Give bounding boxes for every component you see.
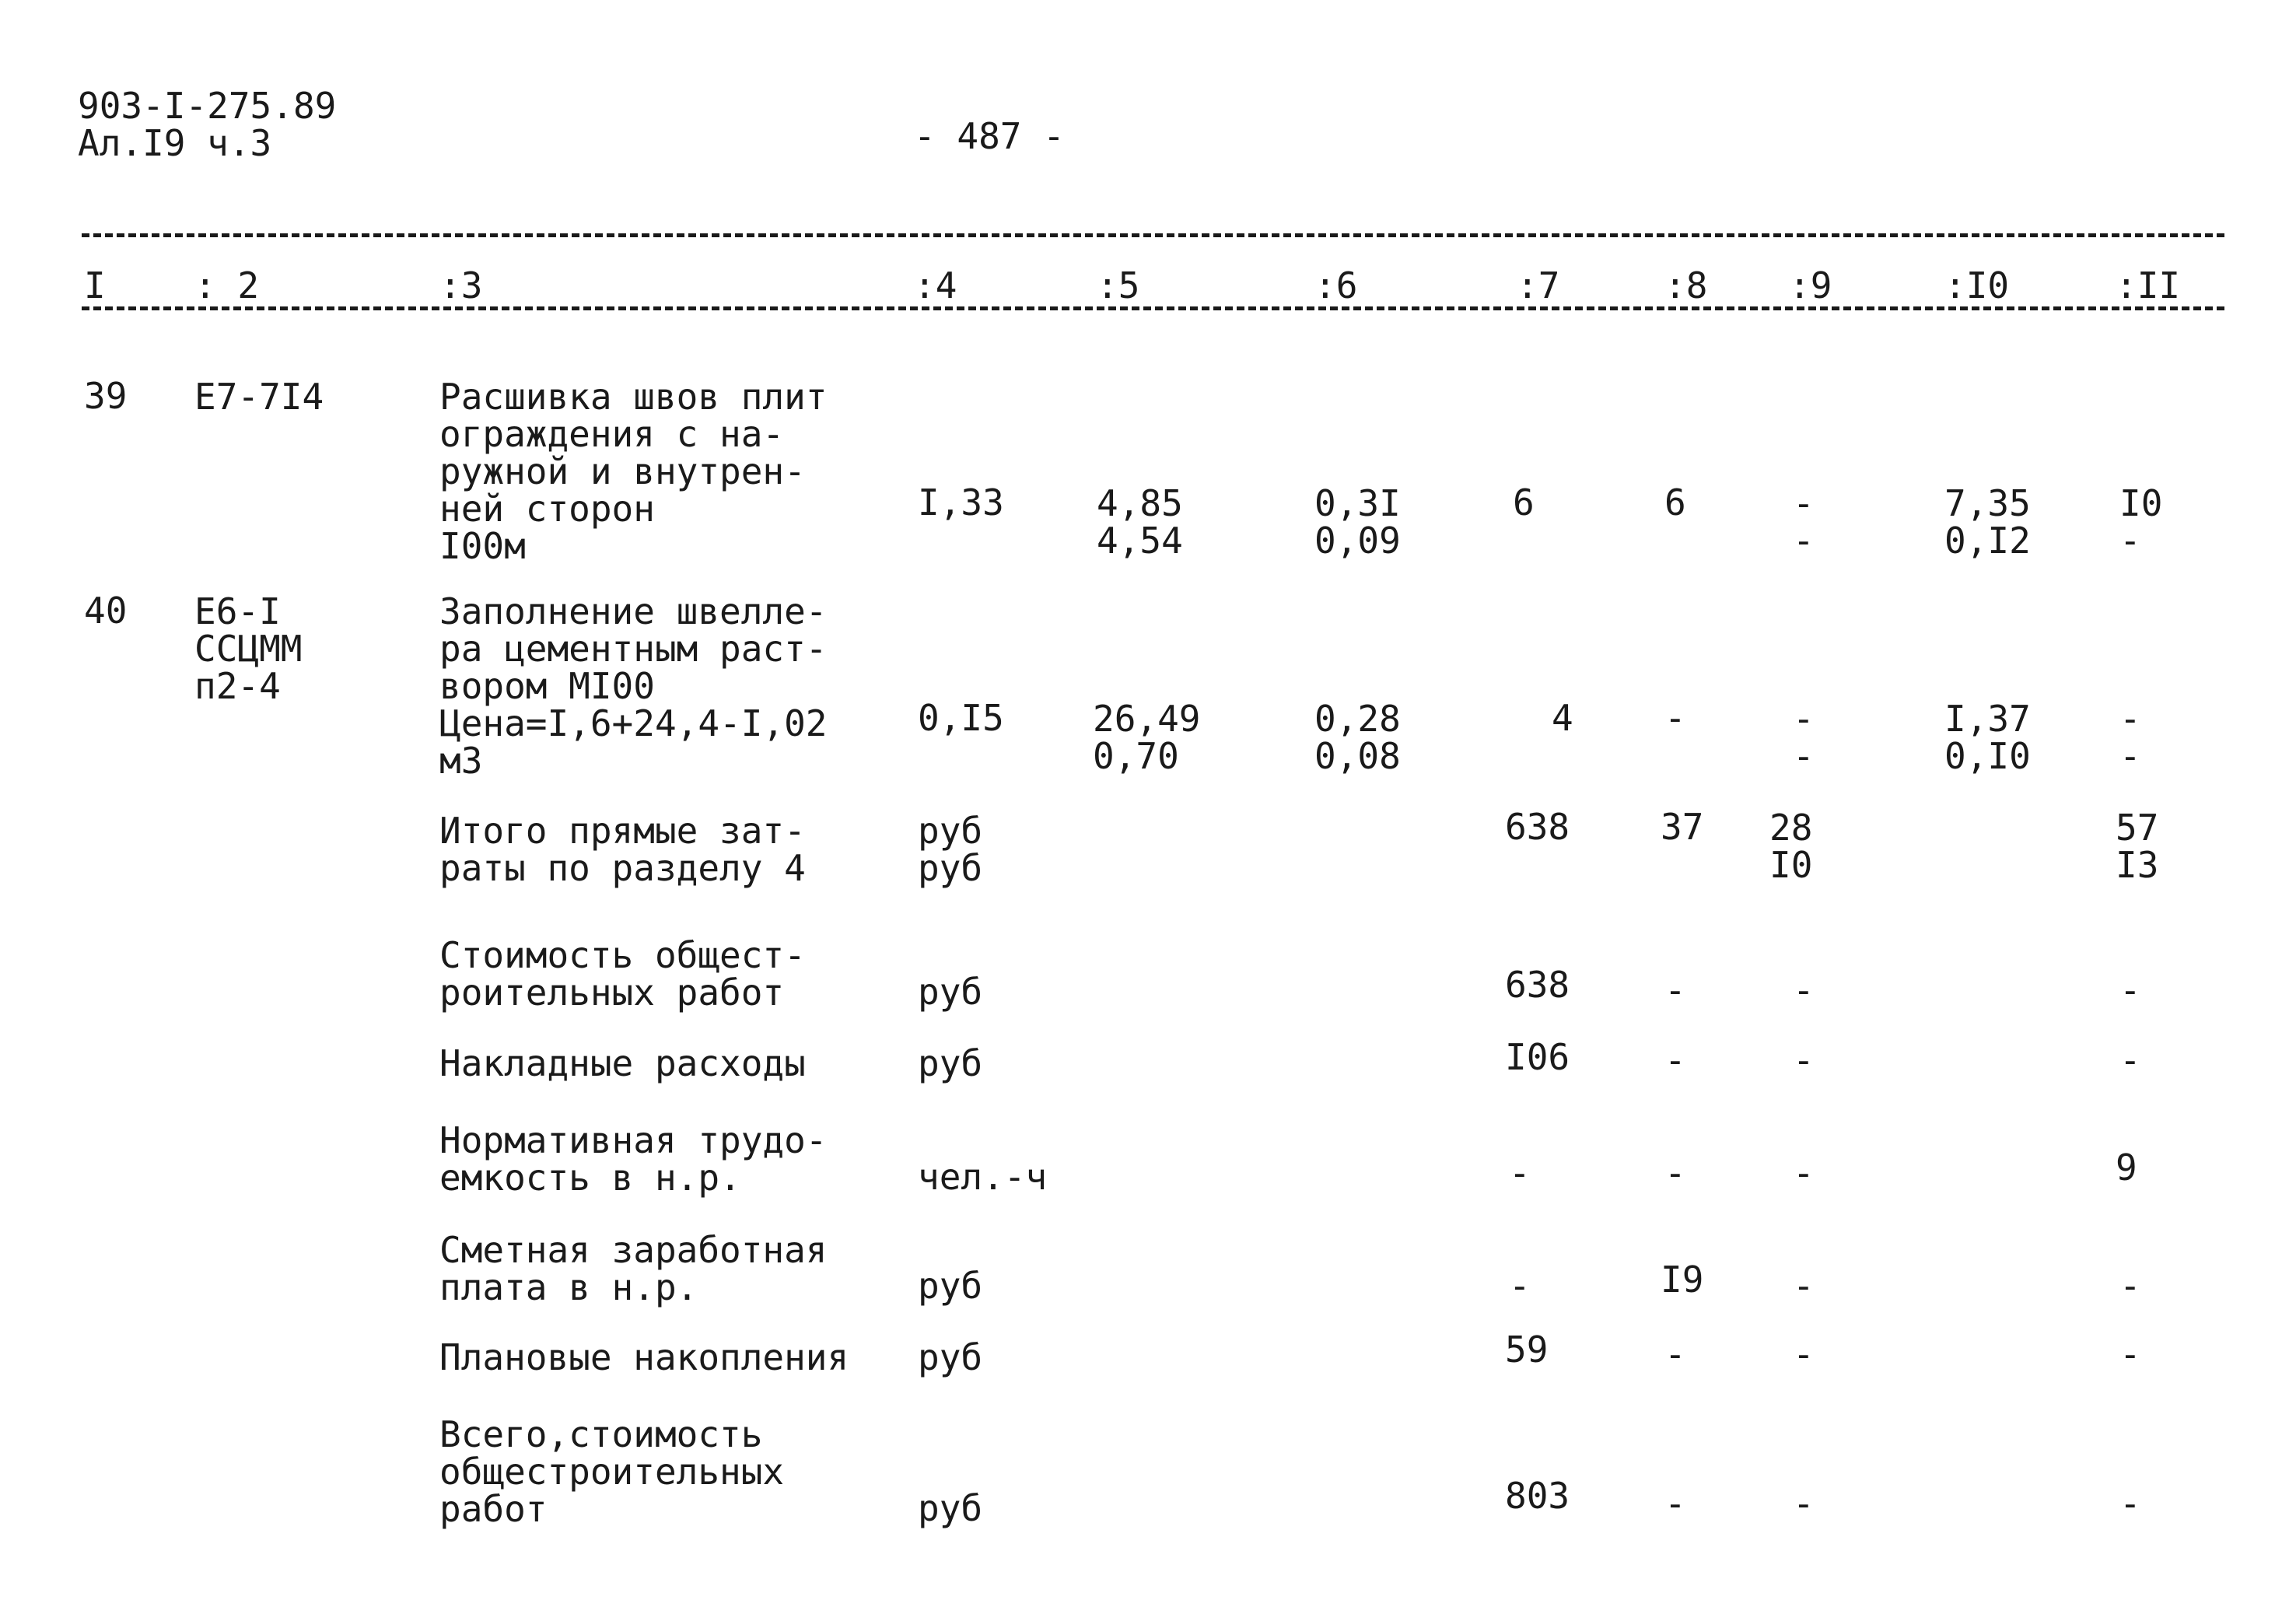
row-40-code: E6-I ССЦММ п2-4 xyxy=(194,590,303,707)
row-40-col9: - - xyxy=(1793,698,1815,777)
planned-savings-col11: - xyxy=(2119,1333,2141,1375)
row-39-col4: I,33 xyxy=(918,481,1004,523)
row-39-col6: 0,3I 0,09 xyxy=(1314,482,1401,562)
row-39-number: 39 xyxy=(84,375,128,417)
planned-savings-unit: руб xyxy=(918,1336,983,1378)
document-code: 903-I-275.89 xyxy=(78,85,337,127)
table-top-rule xyxy=(82,233,2224,237)
col-header-10: :I0 xyxy=(1944,264,2010,306)
grand-total-col9: - xyxy=(1793,1483,1815,1525)
col-header-5: :5 xyxy=(1097,264,1140,306)
construction-cost-label: Стоимость общест- роительных работ xyxy=(439,934,806,1014)
overhead-col9: - xyxy=(1793,1039,1815,1081)
overhead-col7: I06 xyxy=(1505,1036,1570,1078)
table-header-rule xyxy=(82,306,2224,310)
total-direct-costs-label: Итого прямые зат- раты по разделу 4 xyxy=(439,810,806,889)
planned-savings-col9: - xyxy=(1793,1333,1815,1375)
row-39-description: Расшивка швов плит ограждения с на- ружной и внутрен- ней сторон I00м xyxy=(439,376,828,567)
row-40-col8: - xyxy=(1664,697,1686,739)
total-direct-costs-unit: руб руб xyxy=(918,810,983,889)
normative-labor-col8: - xyxy=(1664,1152,1686,1194)
construction-cost-col11: - xyxy=(2119,969,2141,1011)
document-sheet: Ал.I9 ч.3 xyxy=(78,122,272,164)
total-direct-costs-col8: 37 xyxy=(1661,806,1704,848)
estimated-wages-col8: I9 xyxy=(1661,1259,1704,1301)
row-40-col11: - - xyxy=(2119,698,2141,777)
row-40-number: 40 xyxy=(84,590,128,632)
planned-savings-label: Плановые накопления xyxy=(439,1336,849,1378)
row-40-col5: 26,49 0,70 xyxy=(1093,698,1201,777)
col-header-9: :9 xyxy=(1789,264,1832,306)
col-header-1: I xyxy=(84,264,106,306)
row-40-col7: 4 xyxy=(1552,697,1573,739)
grand-total-col8: - xyxy=(1664,1483,1686,1525)
construction-cost-col8: - xyxy=(1664,969,1686,1011)
normative-labor-col7: - xyxy=(1509,1152,1531,1194)
total-direct-costs-col11: 57 I3 xyxy=(2116,807,2159,886)
grand-total-col11: - xyxy=(2119,1483,2141,1525)
row-39-col10: 7,35 0,I2 xyxy=(1944,482,2031,562)
overhead-col8: - xyxy=(1664,1039,1686,1081)
normative-labor-col11: 9 xyxy=(2116,1147,2137,1189)
col-header-4: :4 xyxy=(914,264,957,306)
planned-savings-col8: - xyxy=(1664,1333,1686,1375)
estimated-wages-unit: руб xyxy=(918,1265,983,1307)
construction-cost-col7: 638 xyxy=(1505,964,1570,1006)
col-header-8: :8 xyxy=(1664,264,1708,306)
col-header-6: :6 xyxy=(1314,264,1358,306)
planned-savings-col7: 59 xyxy=(1505,1329,1549,1371)
row-39-col8: 6 xyxy=(1664,481,1686,523)
normative-labor-unit: чел.-ч xyxy=(918,1156,1048,1198)
overhead-col11: - xyxy=(2119,1039,2141,1081)
construction-cost-unit: руб xyxy=(918,971,983,1013)
total-direct-costs-col9: 28 I0 xyxy=(1769,807,1813,886)
estimated-wages-col11: - xyxy=(2119,1265,2141,1307)
row-39-col5: 4,85 4,54 xyxy=(1097,482,1183,562)
page-number: - 487 - xyxy=(914,115,1065,157)
row-39-code: E7-7I4 xyxy=(194,376,324,418)
total-direct-costs-col7: 638 xyxy=(1505,806,1570,848)
estimated-wages-col9: - xyxy=(1793,1265,1815,1307)
normative-labor-col9: - xyxy=(1793,1152,1815,1194)
row-39-col9: - - xyxy=(1793,482,1815,562)
col-header-11: :II xyxy=(2116,264,2181,306)
row-39-col7: 6 xyxy=(1513,481,1535,523)
row-39-col11: I0 - xyxy=(2119,482,2163,562)
row-40-description: Заполнение швелле- ра цементным раст- вором МI00 Цена=I,6+24,4-I,02 м3 xyxy=(439,590,828,782)
col-header-2: : 2 xyxy=(194,264,260,306)
grand-total-col7: 803 xyxy=(1505,1475,1570,1517)
row-40-col4: 0,I5 xyxy=(918,697,1004,739)
normative-labor-label: Нормативная трудо- емкость в н.р. xyxy=(439,1119,828,1199)
col-header-7: :7 xyxy=(1517,264,1560,306)
estimated-wages-col7: - xyxy=(1509,1265,1531,1307)
construction-cost-col9: - xyxy=(1793,969,1815,1011)
grand-total-unit: руб xyxy=(918,1487,983,1529)
overhead-unit: руб xyxy=(918,1042,983,1084)
estimated-wages-label: Сметная заработная плата в н.р. xyxy=(439,1229,828,1308)
row-40-col6: 0,28 0,08 xyxy=(1314,698,1401,777)
row-40-col10: I,37 0,I0 xyxy=(1944,698,2031,777)
overhead-label: Накладные расходы xyxy=(439,1042,806,1084)
col-header-3: :3 xyxy=(439,264,483,306)
grand-total-label: Всего,стоимость общестроительных работ xyxy=(439,1413,785,1530)
